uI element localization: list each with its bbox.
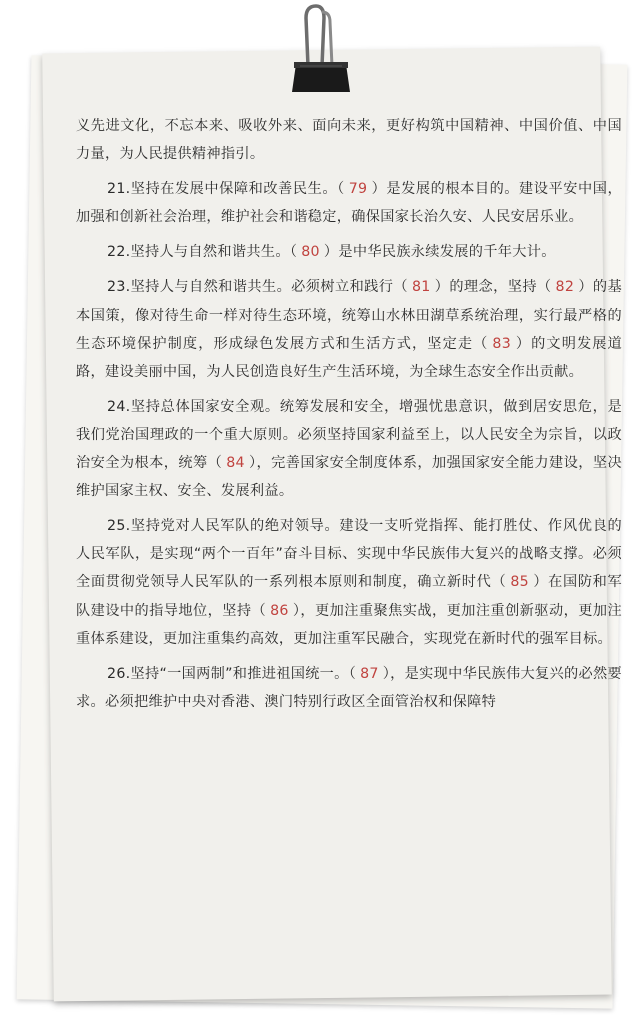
text-segment: ）的理念，坚持（ [434, 279, 552, 296]
text-segment: ）的文明发展道路，建设美丽中国，为人民创造良好生产生活环境，为全球生态安全作出贡献。 [76, 335, 622, 380]
blank-number: 85 [510, 574, 529, 591]
text-segment: ）在国防和军队建设中的指导地位，坚持（ [76, 574, 622, 619]
blank-number: 84 [226, 455, 245, 472]
text-segment: 24.坚持总体国家安全观。统筹发展和安全，增强忧患意识，做到居安思危，是我们党治国理政的一个重大原则。必须坚持国家利益至上，以人民安全为宗旨，以政治安全为根本，统筹（ [76, 398, 622, 472]
document-text [76, 112, 622, 723]
blank-number: 83 [492, 335, 512, 352]
paragraph-p-25 [76, 512, 622, 652]
text-segment: ）的基本国策，像对待生命一样对待生态环境，统筹山水林田湖草系统治理，实行最严格的生态环境保护制度，形成绿色发展方式和生活方式，坚定走（ [76, 279, 623, 352]
paragraph-p-22 [76, 238, 622, 266]
blank-number: 86 [270, 602, 289, 619]
blank-number: 79 [348, 181, 368, 198]
blank-number: 81 [411, 279, 431, 296]
text-segment: 22.坚持人与自然和谐共生。（ [107, 244, 298, 261]
text-segment: ）是发展的根本目的。建设平安中国，加强和创新社会治理，维护社会和谐稳定，确保国家长治久安、人民安居乐业。 [76, 181, 622, 226]
paragraph-p-24 [76, 393, 622, 505]
text-segment: ）是中华民族永续发展的千年大计。 [323, 244, 556, 261]
text-segment: ），更加注重聚焦实战，更加注重创新驱动，更加注重体系建设，更加注重集约高效，更加注重军民融合，实现党在新时代的强军目标。 [76, 602, 622, 647]
blank-number: 87 [360, 665, 379, 682]
text-segment: 26.坚持“一国两制”和推进祖国统一。（ [107, 665, 357, 682]
paragraph-p-23 [76, 273, 622, 385]
blank-number: 82 [555, 279, 575, 296]
text-segment: ），完善国家安全制度体系，加强国家安全能力建设，坚决维护国家主权、安全、发展利益。 [76, 455, 622, 500]
binder-clip-icon [286, 0, 356, 94]
text-segment: ），是实现中华民族伟大复兴的必然要求。必须把维护中央对香港、澳门特别行政区全面管治权和保障特 [76, 665, 622, 710]
text-segment: 23.坚持人与自然和谐共生。必须树立和践行（ [107, 279, 408, 296]
paragraph-p-cont [76, 112, 622, 168]
blank-number: 80 [301, 244, 320, 261]
paragraph-p-21 [76, 175, 622, 231]
text-segment: 义先进文化，不忘本来、吸收外来、面向未来，更好构筑中国精神、中国价值、中国力量，为人民提供精神指引。 [76, 118, 622, 163]
text-segment: 21.坚持在发展中保障和改善民生。（ [107, 181, 345, 198]
paragraph-p-26 [76, 660, 622, 716]
text-segment: 25.坚持党对人民军队的绝对领导。建设一支听党指挥、能打胜仗、作风优良的人民军队，是实现“两个一百年”奋斗目标、实现中华民族伟大复兴的战略支撑。必须全面贯彻党领导人民军队的一系列根本原则和制度，确立新时代（ [76, 518, 622, 591]
